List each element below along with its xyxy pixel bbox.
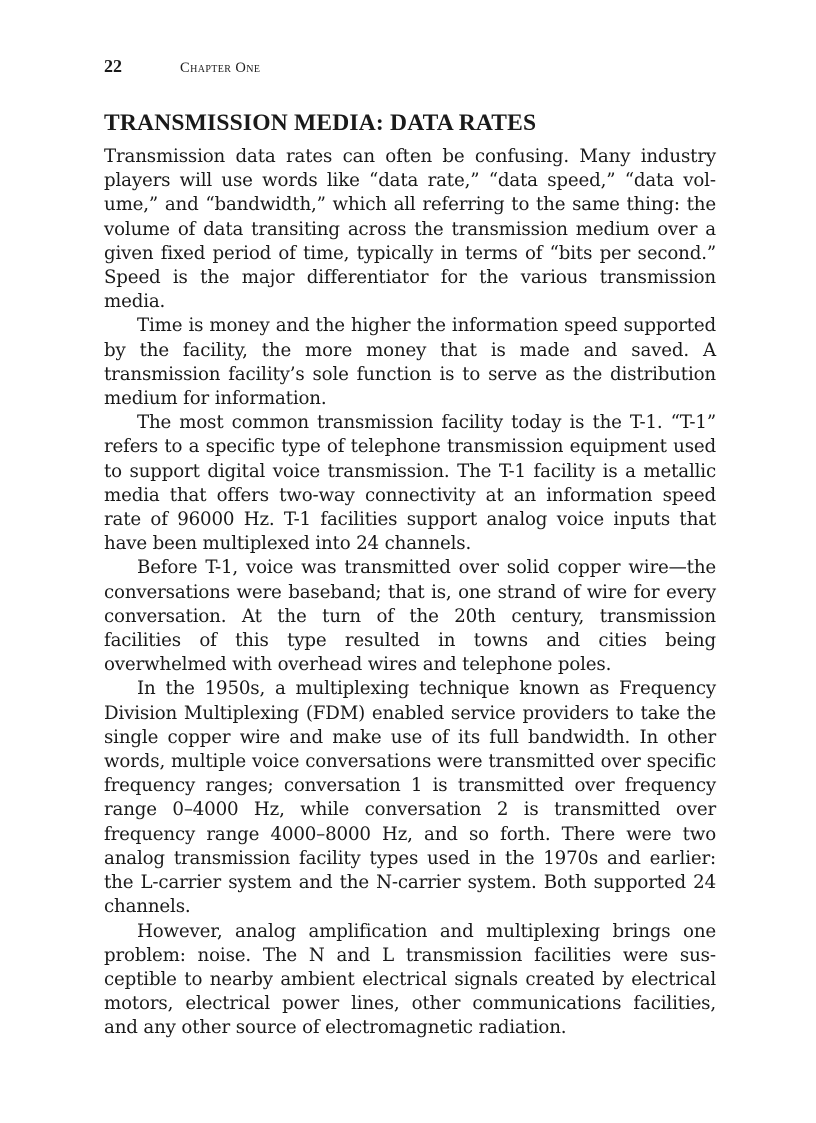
chapter-label: Chapter One — [180, 60, 261, 76]
page-number: 22 — [104, 56, 122, 76]
body-text — [104, 145, 716, 1041]
running-head — [104, 56, 716, 86]
paragraph-5: In the 1950s, a multiplexing technique known as Frequency Division Multiplexing (FDM) enabled service providers to take the single copper wire and make use of its full bandwidth. In other words, multiple voice conversations were transmitted over specific frequency ranges; conversation 1 is transmitted over frequency range 0–4000 Hz, while conversation 2 is transmitted over frequency range 4000–8000 Hz, and so forth. There were two analog transmission facility types used in the 1970s and earlier: the L-carrier system and the N-carrier system. Both supported 24 channels. — [104, 678, 716, 918]
paragraph-2: Time is money and the higher the information speed supported by the facility, the more money that is made and saved. A transmission facility’s sole function is to serve as the distribution medium for information. — [104, 315, 716, 410]
paragraph-3: The most common transmission facility today is the T-1. “T-1” refers to a specific type of telephone transmission equipment used to support digital voice transmission. The T-1 facility is a metallic media that offers two-way connectivity at an information speed rate of 96000 Hz. T-1 facilities support analog voice inputs that have been multiplexed into 24 channels. — [104, 412, 716, 555]
paragraph-6: However, analog amplification and multiplexing brings one problem: noise. The N and L transmission facilities were susceptible to nearby ambient electrical signals created by electrical motors, electrical power lines, other communications facilities, and any other source of electromagnetic radiation. — [104, 920, 716, 1039]
section-heading: TRANSMISSION MEDIA: DATA RATES — [104, 110, 537, 136]
paragraph-4: Before T-1, voice was transmitted over solid copper wire—the conversations were baseband; that is, one strand of wire for every conversation. At the turn of the 20th century, transmission facilities of this type resulted in towns and cities being overwhelmed with overhead wires and telephone poles. — [104, 557, 716, 676]
paragraph-1: Transmission data rates can often be confusing. Many industry players will use words like “data rate,” “data speed,” “data volume,” and “bandwidth,” which all referring to the same thing: the volume of data transiting across the transmission medium over a given fixed period of time, typically in terms of “bits per second.” Speed is the major differentiator for the various transmission media. — [104, 146, 716, 313]
book-page — [104, 56, 716, 1041]
